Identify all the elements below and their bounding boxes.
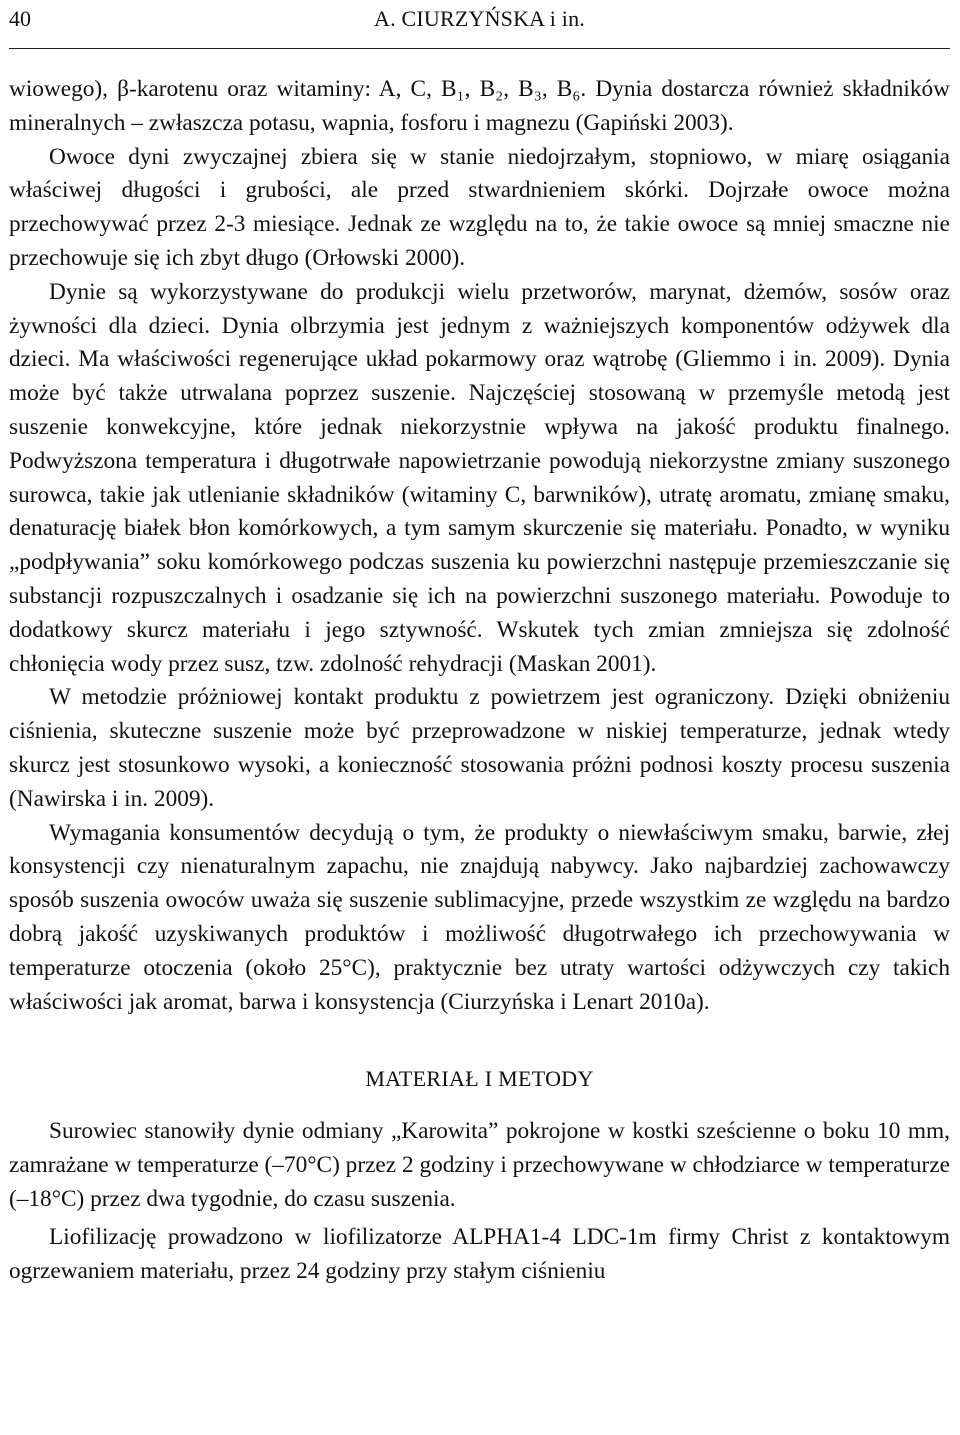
page-body <box>9 49 950 1288</box>
page-header <box>9 0 950 49</box>
paragraph: W metodzie próżniowej kontakt produktu z powietrzem jest ograniczony. Dzięki obniżeniu ciśnienia, skuteczne suszenie może być przeprowadzone w niskiej temperaturze, jednak wtedy skurcz jest stosunkowo wysoki, a konieczność stosowania próżni podnosi koszty procesu suszenia (Nawirska i in. 2009). <box>9 684 950 812</box>
paragraph: Liofilizację prowadzono w liofilizatorze ALPHA1-4 LDC-1m firmy Christ z kontaktowym ogrzewaniem materiału, przez 24 godziny przy stałym ciśnieniu <box>9 1223 950 1284</box>
section-heading: MATERIAŁ I METODY <box>365 1066 594 1092</box>
paragraph: Owoce dyni zwyczajnej zbiera się w stanie niedojrzałym, stopniowo, w miarę osiągania właściwej długości i grubości, ale przed stwardnieniem skórki. Dojrzałe owoce można przechowywać przez 2-3 miesiące. Jednak ze względu na to, że takie owoce są mniej smaczne nie przechowuje się ich zbyt długo (Orłowski 2000). <box>9 143 950 271</box>
page-number: 40 <box>9 6 31 31</box>
running-title: A. CIURZYŃSKA i in. <box>374 6 585 31</box>
paragraph: Wymagania konsumentów decydują o tym, że produkty o niewłaściwym smaku, barwie, złej konsystencji czy nienaturalnym zapachu, nie znajdują nabywcy. Jako najbardziej zachowawczy sposób suszenia owoców uważa się suszenie sublimacyjne, przede wszystkim ze względu na bardzo dobrą jakość uzyskiwanych produktów i możliwość długotrwałego ich przechowywania w temperaturze otoczenia (około 25°C), praktycznie bez utraty wartości odżywczych czy takich właściwości jak aromat, barwa i konsystencja (Ciurzyńska i Lenart 2010a). <box>9 819 950 1015</box>
paragraph: Surowiec stanowiły dynie odmiany „Karowita” pokrojone w kostki sześcienne o boku 10 mm, zamrażane w temperaturze (–70°C) przez 2 godziny i przechowywane w chłodziarce w temperaturze (–18°C) przez dwa tygodnie, do czasu suszenia. <box>9 1118 950 1212</box>
paragraph-continuation: wiowego), β-karotenu oraz witaminy: A, C, B₁, B₂, B₃, B₆. Dynia dostarcza również składników mineralnych – zwłaszcza potasu, wapnia, fosforu i magnezu (Gapiński 2003). <box>9 76 950 136</box>
paragraph: Dynie są wykorzystywane do produkcji wielu przetworów, marynat, dżemów, sosów oraz żywności dla dzieci. Dynia olbrzymia jest jednym z ważniejszych komponentów odżywek dla dzieci. Ma właściwości regenerujące układ pokarmowy oraz wątrobę (Gliemmo i in. 2009). Dynia może być także utrwalana poprzez suszenie. Najczęściej stosowaną w przemyśle metodą jest suszenie konwekcyjne, które jednak niekorzystnie wpływa na jakość produktu finalnego. Podwyższona temperatura i długotrwałe napowietrzanie powodują niekorzystne zmiany suszonego surowca, takie jak utlenianie składników (witaminy C, barwników), utratę aromatu, zmianę smaku, denaturację białek błon komórkowych, a tym samym skurczenie się materiału. Ponadto, w wyniku „podpływania” soku komórkowego podczas suszenia ku powierzchni następuje przemieszczanie się substancji rozpuszczalnych i osadzanie się ich na powierzchni suszonego materiału. Powoduje to dodatkowy skurcz materiału i jego sztywność. Wskutek tych zmian zmniejsza się zdolność chłonięcia wody przez susz, tzw. zdolność rehydracji (Maskan 2001). <box>9 278 950 677</box>
